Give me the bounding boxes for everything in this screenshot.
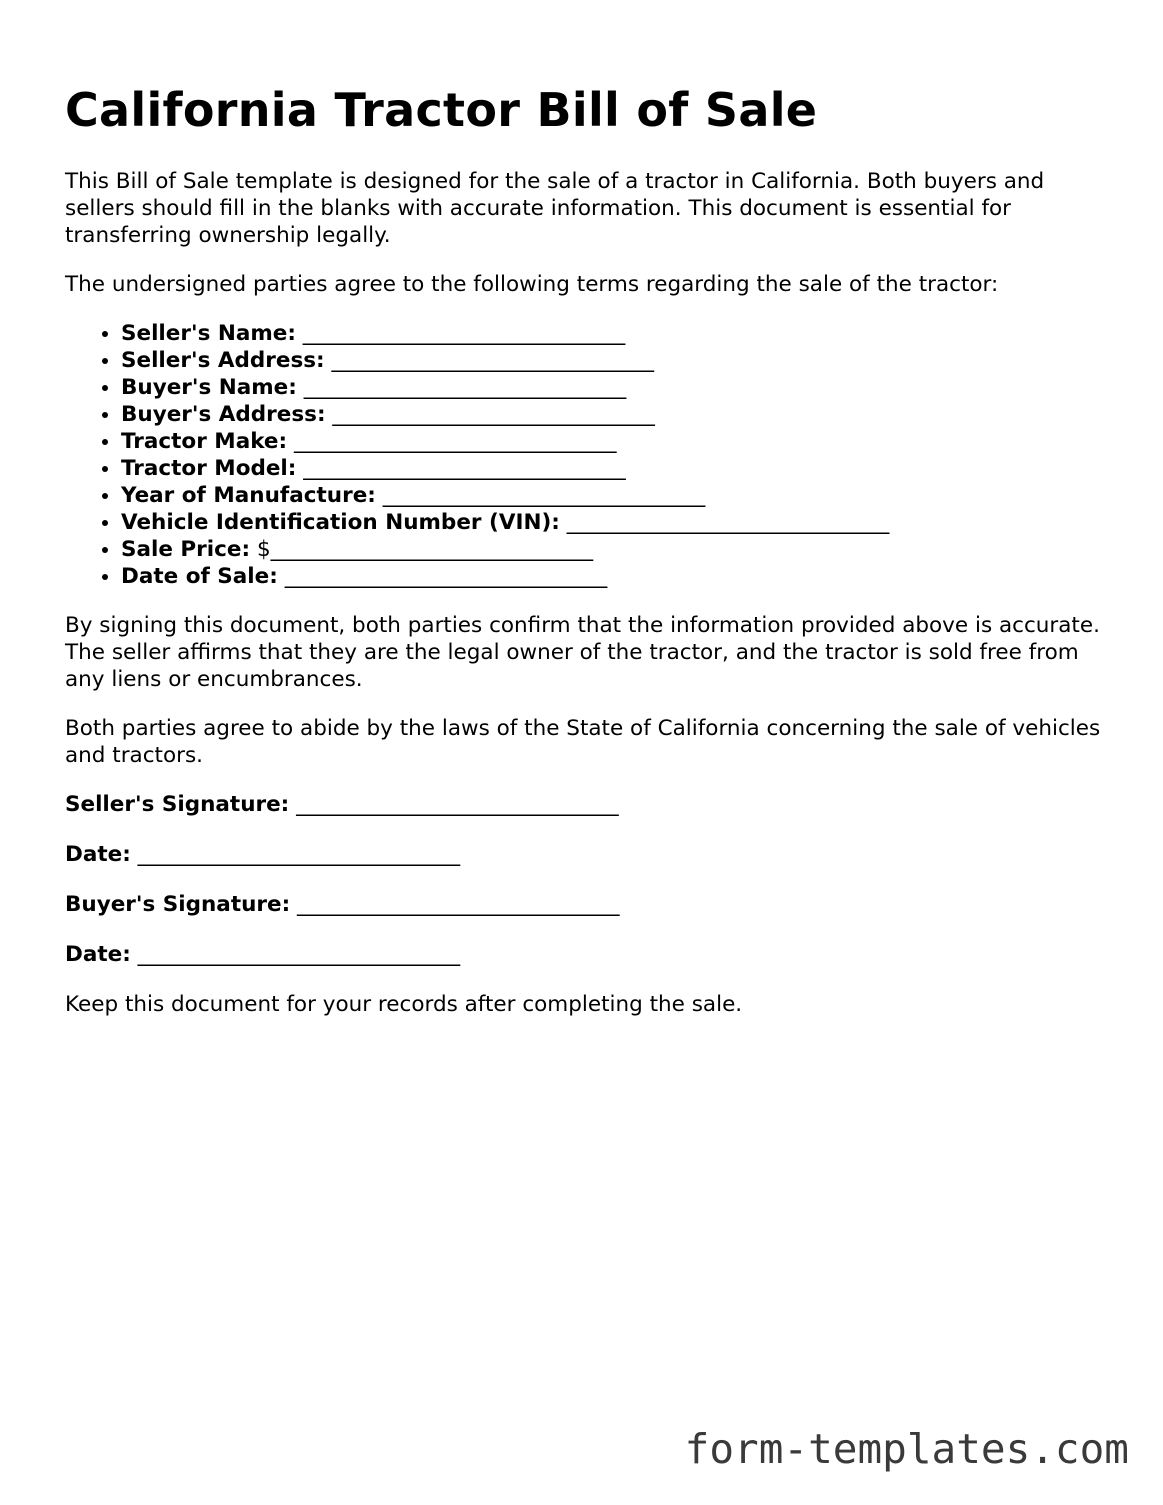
terms-intro-paragraph: The undersigned parties agree to the following terms regarding the sale of the tractor: <box>65 272 999 297</box>
field-blank[interactable]: ______________________________ <box>293 429 617 454</box>
signature-label: Date: <box>65 842 131 867</box>
field-blank[interactable]: ______________________________ <box>302 321 626 346</box>
signature-label: Buyer's Signature: <box>65 892 291 917</box>
signature-blank[interactable]: ______________________________ <box>296 792 619 817</box>
closing-paragraph: Keep this document for your records after completing the sale. <box>65 992 743 1017</box>
field-label: Date of Sale: <box>121 564 278 589</box>
field-blank[interactable]: ______________________________ <box>382 483 706 508</box>
signature-label: Date: <box>65 942 131 967</box>
field-tractor-make <box>121 428 1105 455</box>
field-label: Tractor Make: <box>121 429 288 454</box>
field-vin <box>121 509 1105 536</box>
field-label: Vehicle Identification Number (VIN): <box>121 510 560 535</box>
field-blank[interactable]: ______________________________ <box>566 510 890 535</box>
field-buyers-name <box>121 374 1105 401</box>
signature-blank[interactable]: ______________________________ <box>137 942 461 967</box>
field-date-of-sale <box>121 563 1105 590</box>
field-label: Sale Price: <box>121 537 251 562</box>
field-label: Year of Manufacture: <box>121 483 376 508</box>
field-blank[interactable]: ______________________________ <box>331 348 654 373</box>
field-blank[interactable]: ______________________________ <box>332 402 655 427</box>
document-title: California Tractor Bill of Sale <box>65 83 818 137</box>
field-label: Tractor Model: <box>121 456 297 481</box>
field-label: Seller's Address: <box>121 348 325 373</box>
field-tractor-model <box>121 455 1105 482</box>
field-sale-price <box>121 536 1105 563</box>
field-label: Seller's Name: <box>121 321 296 346</box>
confirmation-paragraph: By signing this document, both parties confirm that the information provided above is accurate. The seller affirms that they are the legal owner of the tractor, and the tractor is sold free from any liens or encumbrances. <box>65 613 1100 692</box>
buyer-signature-line <box>65 891 1105 918</box>
seller-date-line <box>65 841 1105 868</box>
buyer-date-line <box>65 941 1105 968</box>
seller-signature-line <box>65 791 1105 818</box>
field-blank[interactable]: ______________________________ <box>284 564 608 589</box>
field-blank[interactable]: $______________________________ <box>256 537 594 562</box>
field-label: Buyer's Address: <box>121 402 326 427</box>
signature-blank[interactable]: ______________________________ <box>297 892 620 917</box>
field-label: Buyer's Name: <box>121 375 297 400</box>
intro-paragraph: This Bill of Sale template is designed for the sale of a tractor in California. Both buyers and sellers should fill in the blanks with accurate information. This document is essential for transferring ownership legally. <box>65 169 1045 248</box>
field-blank[interactable]: ______________________________ <box>303 456 626 481</box>
signature-blank[interactable]: ______________________________ <box>137 842 461 867</box>
signature-label: Seller's Signature: <box>65 792 290 817</box>
field-sellers-address <box>121 347 1105 374</box>
laws-paragraph: Both parties agree to abide by the laws of the State of California concerning the sale of vehicles and tractors. <box>65 716 1101 768</box>
field-blank[interactable]: ______________________________ <box>303 375 627 400</box>
document-page <box>65 82 1105 1040</box>
field-year-of-manufacture <box>121 482 1105 509</box>
field-buyers-address <box>121 401 1105 428</box>
sale-fields-list <box>65 320 1105 590</box>
site-watermark: form-templates.com <box>684 1425 1129 1473</box>
field-sellers-name <box>121 320 1105 347</box>
